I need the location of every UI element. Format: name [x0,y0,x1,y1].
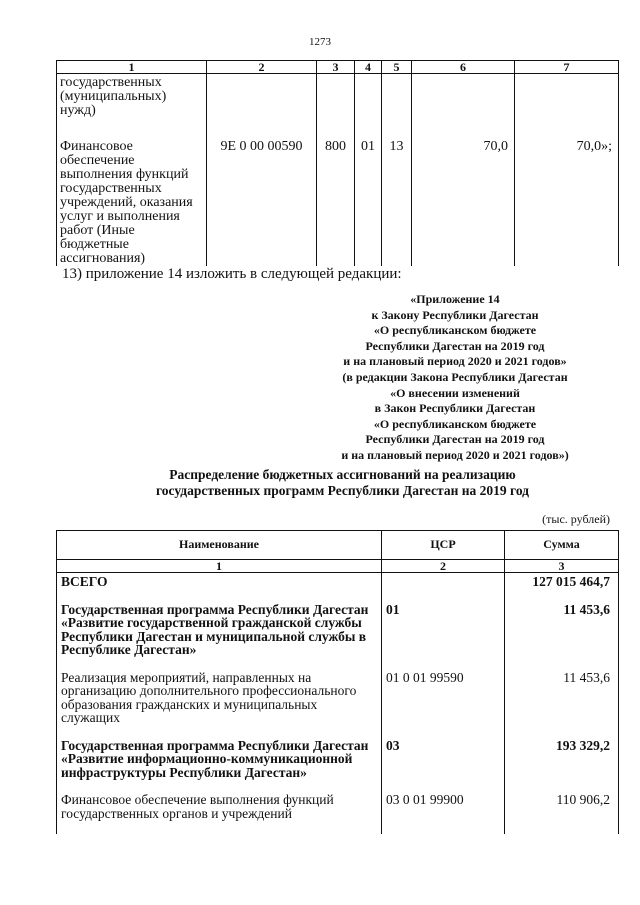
program-allocation-table [56,530,619,834]
table-row [57,603,619,657]
budget-table-continuation [56,60,619,266]
row-name: Государственная программа Республики Дагестан «Развитие государственной гражданской службы Республики Дагестан и муниципальной службы в Республике Дагестан» [57,603,382,657]
document-title [60,467,625,499]
row-name: ВСЕГО [57,573,382,589]
table1-col-header: 7 [515,61,619,74]
table2-column-numbers [57,560,619,573]
row-sum: 110 906,2 [505,793,619,820]
annex-line: и на плановый период 2020 и 2021 годов») [341,447,569,462]
table1-header-row [57,61,619,74]
table1-col-header: 1 [57,61,207,74]
row-sum-2: 70,0»; [515,140,619,266]
annex-line: в Закон Республики Дагестан [374,401,536,416]
row-sum: 11 453,6 [505,671,619,725]
row-csr: 01 [382,603,505,657]
annex-line: «О внесении изменений [390,385,520,400]
title-line-2: государственных программ Республики Дагестан на 2019 год [155,483,530,498]
table2-col-number: 3 [505,560,619,573]
row-csr: 03 0 01 99900 [382,793,505,820]
row-sum: 193 329,2 [505,739,619,780]
title-line-1: Распределение бюджетных ассигнований на реализацию [169,467,516,482]
table-row [57,671,619,725]
table1-col-header: 4 [355,61,382,74]
row-sum: 11 453,6 [505,603,619,657]
table2-col-number: 2 [382,560,505,573]
table2-col-header-sum: Сумма [505,531,619,560]
row-csr: 01 0 01 99590 [382,671,505,725]
row-name: Финансовое обеспечение выполнения функций государственных учреждений, оказания услуг и выполнения работ (Иные бюджетные ассигнования) [57,140,207,266]
row-name: Финансовое обеспечение выполнения функций государственных органов и учреждений [57,793,382,820]
row-name: государственных (муниципальных) нужд) [57,74,207,119]
table1-col-header: 2 [207,61,317,74]
table1-col-header: 6 [412,61,515,74]
table-row [57,74,619,119]
units-label: (тыс. рублей) [542,512,610,526]
annex-line: Республики Дагестан на 2019 год [365,432,545,447]
table2-col-header-name: Наименование [57,531,382,560]
table2-col-number: 1 [57,560,382,573]
annex-line: «Приложение 14 [410,292,500,306]
row-pr: 13 [382,140,412,266]
row-sum: 127 015 464,7 [505,573,619,589]
annex-line: и на плановый период 2020 и 2021 годов» [343,354,567,369]
table-row [57,739,619,780]
annex-line: к Закону Республики Дагестан [371,307,539,322]
table2-col-header-csr: ЦСР [382,531,505,560]
row-csr: 9Е 0 00 00590 [207,140,317,266]
page-number: 1273 [309,36,331,48]
row-csr: 03 [382,739,505,780]
row-sum-1: 70,0 [412,140,515,266]
row-vr: 800 [317,140,355,266]
row-rz: 01 [355,140,382,266]
row-csr [382,573,505,589]
annex-line: «О республиканском бюджете [373,323,537,338]
table-row [57,140,619,266]
annex-header [300,292,610,464]
annex-line: Республики Дагестан на 2019 год [365,338,545,353]
amendment-text: 13) приложение 14 изложить в следующей редакции: [62,266,402,282]
annex-line: «О республиканском бюджете [373,416,537,431]
table-row [57,793,619,820]
table1-col-header: 5 [382,61,412,74]
table-row [57,573,619,589]
row-name: Реализация мероприятий, направленных на организацию дополнительного профессионального образования гражданских и муниципальных служащих [57,671,382,725]
table1-col-header: 3 [317,61,355,74]
annex-line: (в редакции Закона Республики Дагестан [342,369,568,384]
row-name: Государственная программа Республики Дагестан «Развитие информационно-коммуникационной инфраструктуры Республики Дагестан» [57,739,382,780]
table2-header-row [57,531,619,560]
